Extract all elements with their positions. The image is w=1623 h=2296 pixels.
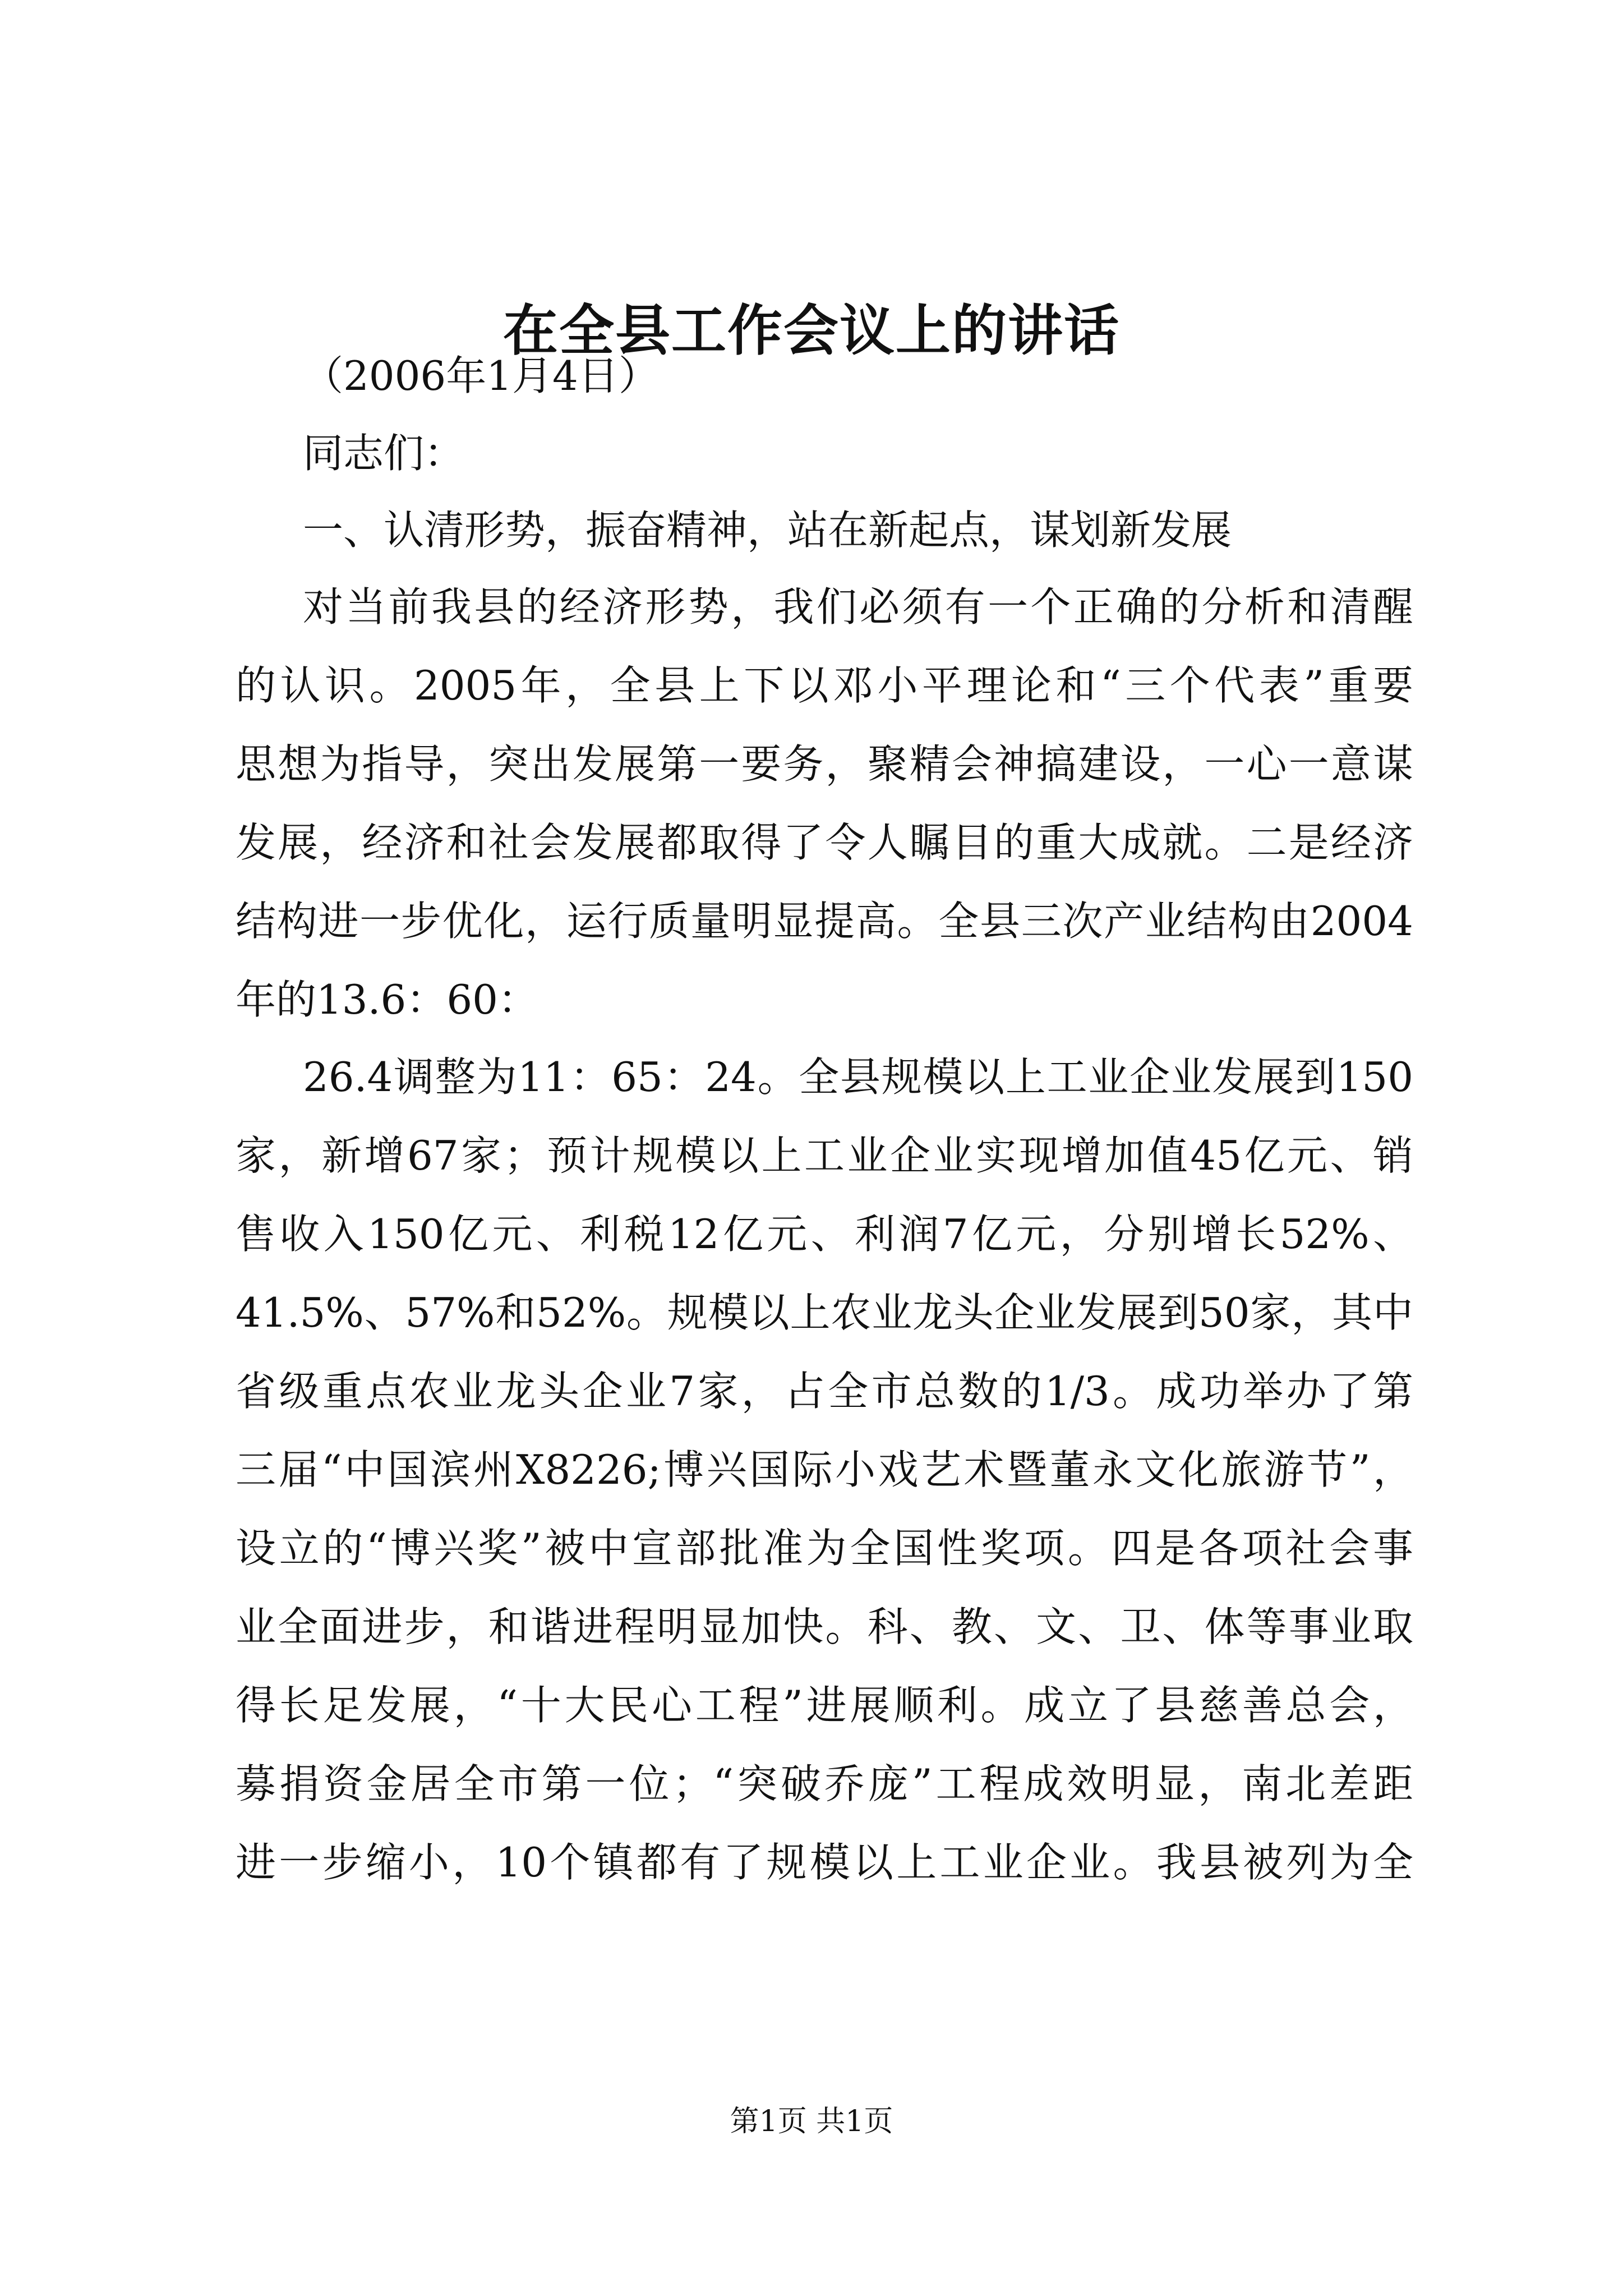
paragraph-line: 设立的“博兴奖”被中宣部批准为全国性奖项。四是各项社会事: [236, 1525, 1413, 1572]
paragraph-line: 年的13.6：60：: [236, 976, 538, 1023]
paragraph-line: 发展，经济和社会发展都取得了令人瞩目的重大成就。二是经济: [236, 819, 1413, 866]
greeting: 同志们：: [303, 430, 465, 477]
paragraph-line: 募捐资金居全市第一位；“突破乔庞”工程成效明显，南北差距: [236, 1760, 1413, 1807]
paragraph-line: 的认识。2005年，全县上下以邓小平理论和“三个代表”重要: [236, 662, 1413, 709]
paragraph-line: 业全面进步，和谐进程明显加快。科、教、文、卫、体等事业取: [236, 1603, 1413, 1650]
paragraph-line: 省级重点农业龙头企业7家，占全市总数的1/3。成功举办了第: [236, 1368, 1413, 1415]
paragraph-line: 售收入150亿元、利税12亿元、利润7亿元，分别增长52%、: [236, 1211, 1413, 1258]
paragraph-line: 26.4调整为11：65：24。全县规模以上工业企业发展到150: [303, 1053, 1413, 1101]
date-line: （2006年1月4日）: [303, 352, 659, 399]
paragraph-line: 对当前我县的经济形势，我们必须有一个正确的分析和清醒: [303, 583, 1413, 631]
document-title: 在全县工作会议上的讲话: [502, 298, 1120, 363]
page-number-footer: 第1页 共1页: [730, 2105, 893, 2138]
section-heading: 一、认清形势，振奋精神，站在新起点，谋划新发展: [303, 507, 1232, 554]
paragraph-line: 家，新增67家；预计规模以上工业企业实现增加值45亿元、销: [236, 1132, 1413, 1179]
paragraph-line: 三届“中国滨州X8226;博兴国际小戏艺术暨董永文化旅游节”，: [236, 1446, 1413, 1493]
paragraph-line: 思想为指导，突出发展第一要务，聚精会神搞建设，一心一意谋: [236, 740, 1413, 788]
paragraph-line: 得长足发展，“十大民心工程”进展顺利。成立了县慈善总会，: [236, 1682, 1413, 1729]
paragraph-line: 进一步缩小，10个镇都有了规模以上工业企业。我县被列为全: [236, 1839, 1413, 1886]
paragraph-line: 41.5%、57%和52%。规模以上农业龙头企业发展到50家，其中: [236, 1289, 1413, 1336]
paragraph-line: 结构进一步优化，运行质量明显提高。全县三次产业结构由2004: [236, 898, 1413, 945]
